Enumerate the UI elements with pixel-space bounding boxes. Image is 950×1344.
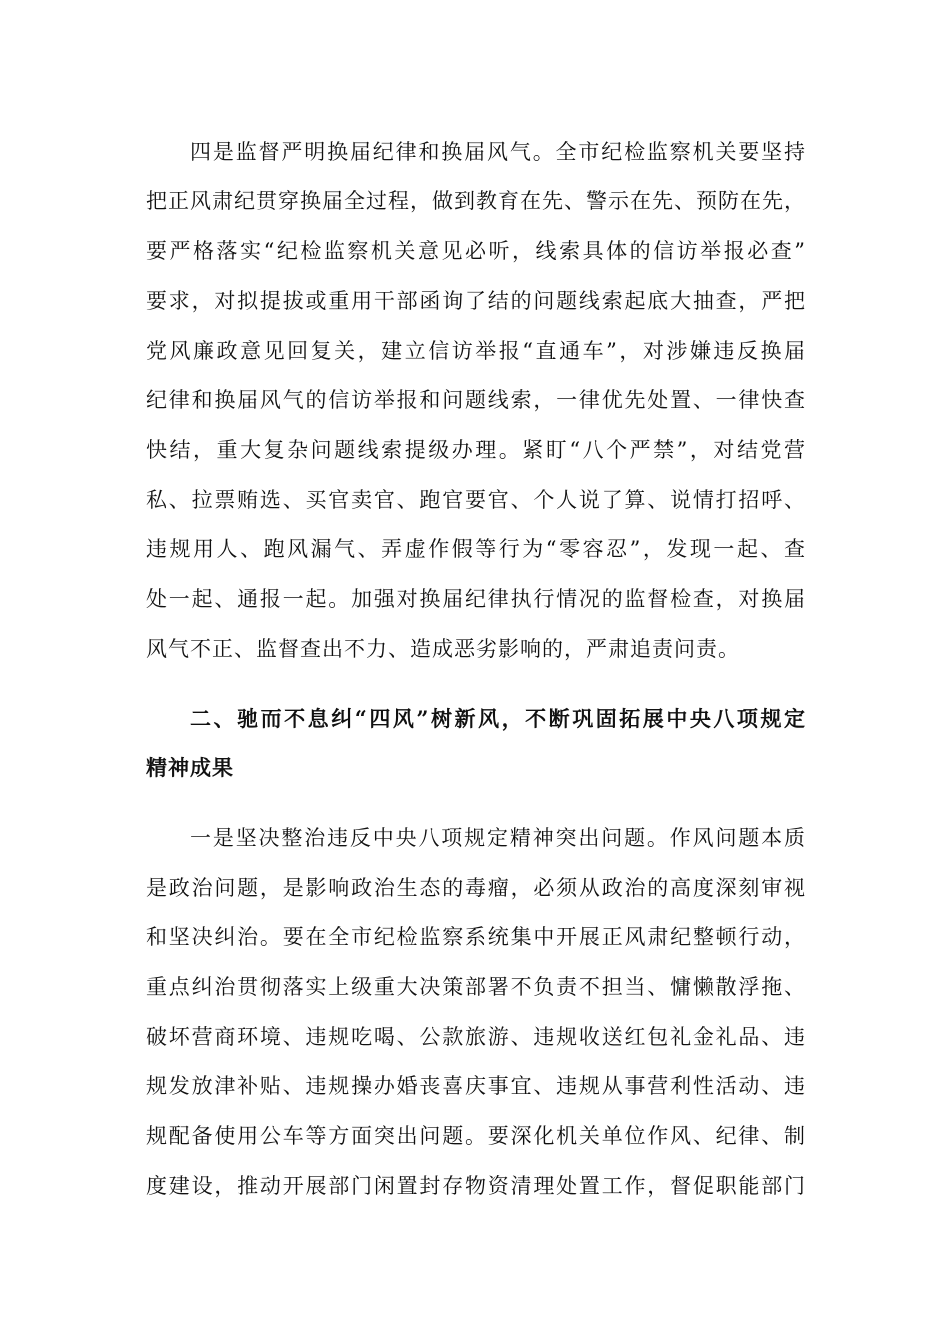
paragraph-line: 纪律和换届风气的信访举报和问题线索，一律优先处置、一律快查 [146, 388, 806, 412]
paragraph-line: 规配备使用公车等方面突出问题。要深化机关单位作风、纪律、制 [146, 1124, 806, 1148]
paragraph-line: 是政治问题，是影响政治生态的毒瘤，必须从政治的高度深刻审视 [146, 876, 806, 900]
paragraph-line: 把正风肃纪贯穿换届全过程，做到教育在先、警示在先、预防在先， [146, 189, 806, 213]
paragraph-line: 度建设，推动开展部门闲置封存物资清理处置工作，督促职能部门 [146, 1174, 806, 1198]
section-heading: 精神成果 [146, 755, 234, 780]
paragraph-line: 处一起、通报一起。加强对换届纪律执行情况的监督检查，对换届 [146, 587, 806, 611]
paragraph-line: 党风廉政意见回复关，建立信访举报“直通车”，对涉嫌违反换届 [146, 339, 806, 363]
paragraph-line: 一是坚决整治违反中央八项规定精神突出问题。作风问题本质 [190, 826, 806, 850]
paragraph-line: 重点纠治贯彻落实上级重大决策部署不负责不担当、慵懒散浮拖、 [146, 975, 806, 999]
paragraph-line: 要求，对拟提拔或重用干部函询了结的问题线索起底大抽查，严把 [146, 289, 806, 313]
paragraph-line: 和坚决纠治。要在全市纪检监察系统集中开展正风肃纪整顿行动， [146, 925, 806, 949]
paragraph-line: 要严格落实“纪检监察机关意见必听，线索具体的信访举报必查” [146, 239, 806, 263]
paragraph-line: 规发放津补贴、违规操办婚丧喜庆事宜、违规从事营利性活动、违 [146, 1074, 806, 1098]
paragraph-line: 四是监督严明换届纪律和换届风气。全市纪检监察机关要坚持 [190, 140, 806, 164]
paragraph-line: 风气不正、监督查出不力、造成恶劣影响的，严肃追责问责。 [146, 637, 740, 661]
paragraph-line: 私、拉票贿选、买官卖官、跑官要官、个人说了算、说情打招呼、 [146, 488, 806, 512]
section-heading: 二、驰而不息纠“四风”树新风，不断巩固拓展中央八项规定 [190, 706, 806, 731]
paragraph-line: 破坏营商环境、违规吃喝、公款旅游、违规收送红包礼金礼品、违 [146, 1025, 806, 1049]
paragraph-line: 快结，重大复杂问题线索提级办理。紧盯“八个严禁”，对结党营 [146, 438, 806, 462]
paragraph-line: 违规用人、跑风漏气、弄虚作假等行为“零容忍”，发现一起、查 [146, 537, 806, 561]
